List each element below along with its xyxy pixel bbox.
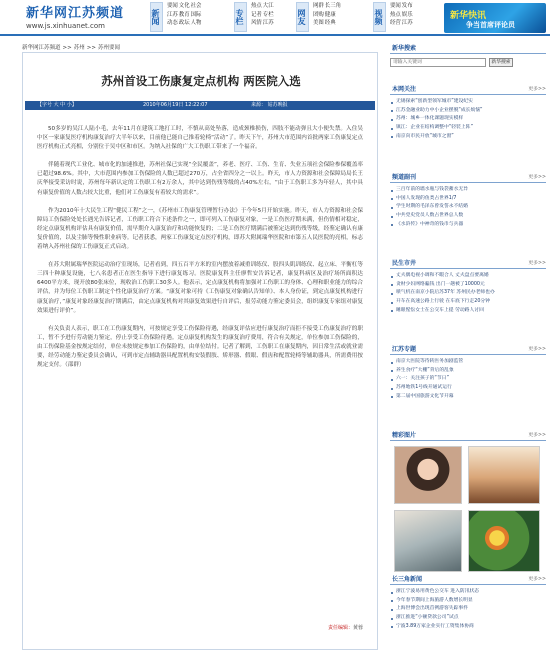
more-link[interactable]: 更多>> — [528, 87, 546, 92]
list-item[interactable]: 南京大医院等待转医务加剧监管 — [390, 358, 546, 367]
nav-link[interactable]: 经营 — [390, 20, 401, 26]
box-title — [390, 344, 546, 355]
more-link[interactable]: 更多>> — [528, 577, 546, 582]
hot-list — [390, 95, 546, 142]
topics-box — [390, 344, 546, 402]
banner-title: 新华快讯 — [450, 11, 487, 21]
article-meta-bar — [25, 101, 375, 110]
list-item[interactable]: 学生时期的毛泽东曾发誓永不结婚 — [390, 203, 546, 212]
list-item[interactable]: 苏州地铁1号线开通试运行 — [390, 384, 546, 393]
logo-title: 新华网江苏频道 — [26, 6, 125, 21]
box-title-text: 江苏专题 — [392, 346, 417, 353]
nav-link[interactable]: 专栏 — [262, 11, 274, 18]
list-item[interactable]: 无锡探索“创新型领军城市”建设纪实 — [390, 98, 546, 107]
nav-tag-netizen[interactable]: 网友 — [296, 2, 309, 32]
nav-group-news — [167, 2, 202, 28]
list-item[interactable]: 镇江：企业在结构调整中“轻装上阵” — [390, 124, 546, 133]
more-link[interactable]: 更多>> — [528, 433, 546, 438]
box-title — [390, 430, 546, 441]
nav-link[interactable]: 美图 — [313, 20, 324, 26]
promo-banner[interactable] — [444, 3, 546, 33]
list-item[interactable]: 中共党史党员人数占世界总人数 — [390, 212, 546, 221]
box-title-text: 民生市井 — [392, 260, 417, 267]
list-item[interactable]: 第二届中国旅游文化节开幕 — [390, 393, 546, 402]
site-header — [0, 0, 550, 36]
channel-box — [390, 172, 546, 230]
search-box — [390, 43, 546, 68]
article-title: 苏州首设工伤康复定点机构 两医院入选 — [101, 74, 301, 88]
nav-link[interactable]: 娱乐 — [401, 11, 413, 18]
list-item[interactable]: 丈夫偶电视小调和不暇合人 丈夫盘点要离婚 — [390, 272, 546, 281]
article-date: 2010年06月19日 12:22:07 — [143, 102, 208, 108]
box-title — [390, 84, 546, 95]
font-size-switcher[interactable]: 【字号 大 中 小】 — [37, 102, 77, 108]
nav-link[interactable]: 经典 — [324, 20, 336, 26]
yangtze-list — [390, 585, 546, 632]
more-link[interactable]: 更多>> — [528, 175, 546, 180]
list-item[interactable]: 浙江推进“小额贷款公司”试点 — [390, 614, 546, 623]
channel-list — [390, 183, 546, 230]
nav-link[interactable]: 政坛 — [178, 20, 190, 26]
nav-link[interactable]: 长三角 — [324, 3, 341, 9]
article-paragraph: 伴随着现代工业化、城市化的加速推进，苏州社保已实现“全民覆盖”，养老、医疗、工伤、生育、失业五项社会保险参保覆盖率已超过98.6%。其中，大市范围内参加工伤保险的人数已超过270万，占全省四分之一以上。昨天，市人力资源和社会保障局局长王庆华接受采访时说，苏州每年新认定的工伤职工有2万余人，其中达到伤残等级的占40%左右，“由于工伤职工多为年轻人，其中具有康复价值的人数占较大比重，他们对工伤康复有着较大的需求”。 — [37, 162, 363, 196]
box-title-text: 长三角新闻 — [392, 576, 423, 583]
nav-link[interactable]: 江苏 — [167, 11, 178, 18]
nav-link[interactable]: 健康 — [324, 11, 336, 18]
photo-portrait[interactable] — [394, 446, 462, 504]
search-button[interactable]: 新华搜索 — [489, 58, 513, 67]
life-list — [390, 269, 546, 316]
nav-link[interactable]: 教育 — [178, 11, 190, 18]
logo-url: www.js.xinhuanet.com — [26, 22, 105, 30]
nav-link[interactable]: 网群 — [313, 3, 324, 9]
nav-link[interactable]: 大江 — [262, 3, 274, 9]
search-box-title: 新华搜索 — [390, 43, 546, 54]
nav-group-netizen — [313, 2, 342, 28]
nav-link[interactable]: 国际 — [190, 11, 202, 18]
list-item[interactable]: 喷气机在南京小院后苏37年 苏州民办老师也办 — [390, 289, 546, 298]
article-body — [37, 125, 363, 379]
nav-tag-column[interactable]: 专栏 — [234, 2, 247, 32]
nav-link[interactable]: 团购 — [313, 11, 324, 18]
editor-label: 责任编辑： — [327, 625, 353, 631]
list-item[interactable]: 浙江宁波易用黄色公交车 进入防汛状态 — [390, 588, 546, 597]
nav-tag-video[interactable]: 视频 — [373, 2, 386, 32]
nav-link[interactable]: 热点 — [390, 11, 401, 18]
breadcrumb-item[interactable]: 苏州要闻 — [97, 45, 120, 51]
box-title-text: 频道副刊 — [392, 174, 417, 181]
article-paragraph: 有关负责人表示，职工在工伤康复期内，可按规定享受工伤保险待遇，经康复评估应进行康复治疗而拒不接受工伤康复治疗的职工，暂不予进行劳动能力鉴定，停止享受工伤保险待遇。定点康复机构发生的康复治疗费用，符合有关规定，单位参加工伤保险的，由工伤保险基金按规定结付，单位未按规定参加工伤保险的，由单位结付。记者了解到，工伤职工在康复期内，因日常生活或就业需要，经劳动能力鉴定委员会确认，可到市定点辅助器具配置机构安装假肢、矫形器、假眼、假齿和配置轮椅等辅助器具，所需费用按规定支付。（邵群） — [37, 325, 363, 369]
nav-tag-news[interactable]: 新闻 — [150, 2, 163, 32]
nav-group-column — [251, 2, 275, 28]
site-logo[interactable] — [26, 2, 144, 34]
box-title-text: 本网关注 — [392, 86, 417, 93]
list-item[interactable]: 三百年前的墙水瓶与钱袋蓄水无异 — [390, 186, 546, 195]
search-input[interactable]: 请输入关键词 — [390, 58, 486, 67]
breadcrumb-item[interactable]: 新华网江苏频道 — [22, 45, 61, 51]
nav-link[interactable]: 人物 — [190, 20, 202, 26]
nav-link[interactable]: 江苏 — [401, 20, 413, 26]
list-item[interactable]: 睡眼惺忪女士在公交车上提 劳动路人讨回 — [390, 307, 546, 316]
life-box — [390, 258, 546, 316]
nav-link[interactable]: 要闻 — [390, 3, 401, 9]
nav-link[interactable]: 动态 — [167, 20, 178, 26]
box-title — [390, 258, 546, 269]
nav-link[interactable]: 江苏 — [262, 20, 274, 26]
list-item[interactable]: 开车在高速公路上行驶 在车底下行走20分钟 — [390, 298, 546, 307]
breadcrumb-separator: >> — [86, 45, 96, 51]
nav-link[interactable]: 要闻 — [167, 3, 178, 9]
nav-link[interactable]: 记者 — [251, 11, 262, 18]
topics-list — [390, 355, 546, 402]
banner-subtitle: 争当首席评论员 — [466, 21, 515, 29]
more-link[interactable]: 更多>> — [528, 347, 546, 352]
hot-topics-box — [390, 84, 546, 142]
photo-street[interactable] — [394, 510, 462, 572]
article-paragraph: 作为2010年十大民生工程“健民工程”之一，《苏州市工伤康复管理暂行办法》于今年5月开始实施。昨天，市人力资源和社会保障局工伤保险处处长遇光告诉记者，工伤职工符合下述条件之一，即可列入工伤康复对象，一是工伤医疗期未满，但伤情相对稳定，经定点康复机构评估具有康复价值，需早期介入康复治疗和功能恢复的；二是工伤医疗期满后被鉴定达到伤残等级，经鉴定确认有康复价值的，以及尘肺等慢性职业病等。记者获悉，两家工伤康复定点医疗机构，即苏大附属瑞华医院和市第五人民医院的亮相，标志着纳入苏州社保的工伤康复正式启动。 — [37, 207, 363, 251]
article-paragraph: 在苏大附属瑞华医院运动治疗室现场，记者看到，四五百平方米的室内摆放着减重训练仪、股四头肌训练仪、起立床、平衡杠等三四十种康复设施，七八名患者正在医生指导下进行康复练习。医院康复科主任廖哲安告诉记者，康复科病区及治疗场所面积达6400平方米，现开放80张床位，现收治工伤职工30多人。他表示，定点康复机构将加强对工伤职工的身体、心理和职业能力的综合评估，并为每位工伤职工制定个性化康复治疗方案。“康复对象可持《工伤康复对象确认告知单》、本人身份证，到定点康复机构进行康复治疗，”康复对象经康复治疗期满后，由定点康复机构对其康复效果进行自评后，报劳动能力鉴定委员会，组织康复专家组对康复效果进行评价”。 — [37, 262, 363, 314]
editor-name: 黄蓉 — [352, 625, 363, 631]
nav-link[interactable]: 文化 — [178, 3, 190, 9]
list-item[interactable]: 贪财少妇网络骗钱 出门一趟被了10000元 — [390, 281, 546, 290]
article-source: 来源： 姑苏晚报 — [251, 102, 288, 108]
list-item[interactable]: 《水浒传》中神奇的钱币与兵器 — [390, 221, 546, 230]
photo-people[interactable] — [468, 446, 540, 504]
editor-credit — [328, 624, 363, 631]
article-paragraph: 50多岁的吴江人陆小毛，去年11月在建筑工地打工时，不慎从高处坠落，造成颈椎损伤，四肢不能动弹且大小便失禁。入住吴中区一家康复医疗机构康复治疗大半年以来，目前他已能自己推着轮椅“活动”了。昨天下午，苏州大市范围内首批两家工伤康复定点医疗机构正式亮相，分别位于吴中区和市区。为纳入社保的广大工伤职工带来了一个福音。 — [37, 126, 363, 151]
list-item[interactable]: 宁波3.89万家企业实行工资集体协商 — [390, 623, 546, 632]
breadcrumb-separator: >> — [62, 45, 72, 51]
photo-box — [390, 430, 546, 582]
article-panel — [22, 52, 378, 650]
box-title — [390, 172, 546, 183]
list-item[interactable]: 上海世博会出现首例游客失踪事件 — [390, 605, 546, 614]
breadcrumb-item[interactable]: 苏州 — [73, 45, 85, 51]
list-item[interactable]: 苏州：城乡一体化课题现实模样 — [390, 115, 546, 124]
photo-grid — [390, 444, 546, 582]
list-item[interactable]: 养生食疗“大棚”背后的乱象 — [390, 367, 546, 376]
list-item[interactable]: 六一：关注孩子的“节日” — [390, 375, 546, 384]
list-item[interactable]: 今年春节期间上海旅游人数增长明显 — [390, 597, 546, 606]
nav-link[interactable]: 发布 — [401, 3, 413, 9]
more-link[interactable]: 更多>> — [528, 261, 546, 266]
nav-link[interactable]: 社会 — [190, 3, 202, 9]
nav-link[interactable]: 热点 — [251, 3, 262, 9]
yangtze-news-box — [390, 574, 546, 632]
nav-group-video — [390, 2, 414, 28]
list-item[interactable]: 江苏金融业助力中小企业摆脱“成长烦恼” — [390, 107, 546, 116]
nav-link[interactable]: 风情 — [251, 20, 262, 26]
box-title-text: 精彩图片 — [392, 432, 417, 439]
list-item[interactable]: 中国人发现的鱼类占世界1/7 — [390, 195, 546, 204]
list-item[interactable]: 南京向市民开放“城市之窗” — [390, 133, 546, 142]
photo-flower[interactable] — [468, 510, 540, 572]
box-title — [390, 574, 546, 585]
breadcrumb — [22, 43, 120, 51]
